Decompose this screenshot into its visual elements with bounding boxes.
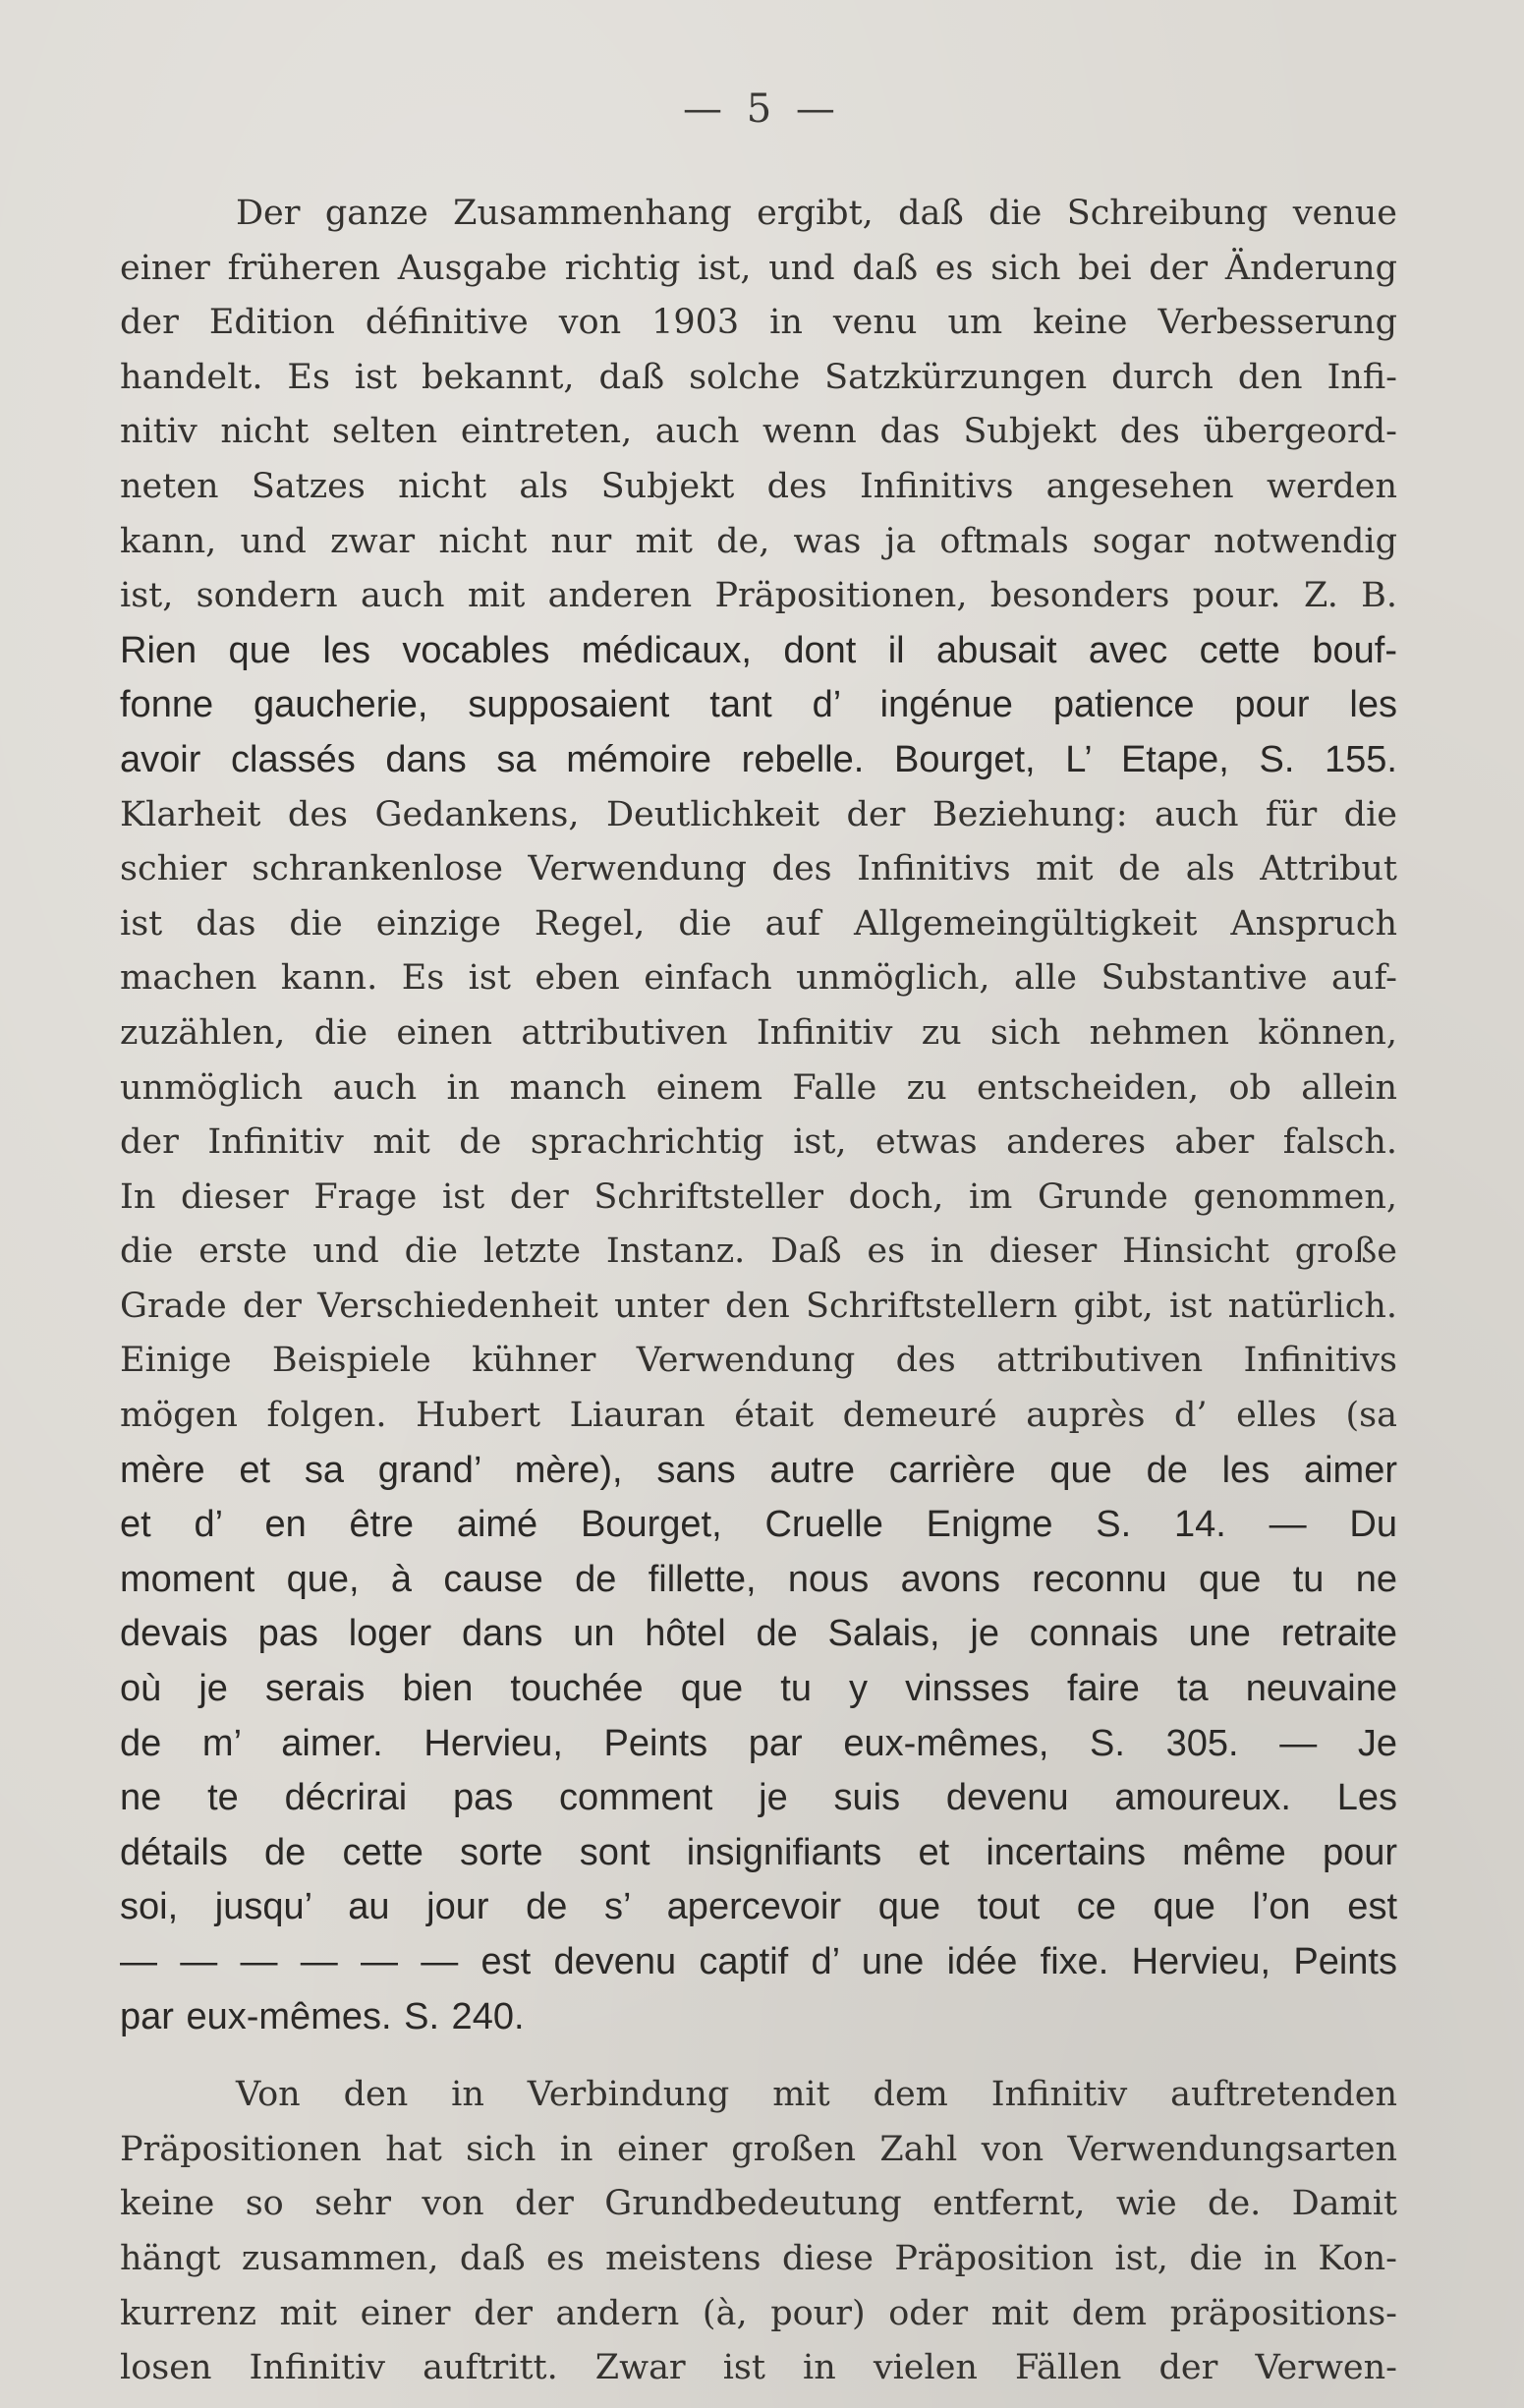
- text-line: Klarheit des Gedankens, Deutlichkeit der Beziehung: auch für die: [120, 794, 1397, 834]
- text-line: — — — — — — est devenu captif d’ une idée fixe. Hervieu, Peints: [120, 1941, 1397, 1982]
- text-line: mère et sa grand’ mère), sans autre carrière que de les aimer: [120, 1449, 1397, 1491]
- text-line: kann, und zwar nicht nur mit de, was ja oftmals sogar notwendig: [120, 521, 1397, 561]
- text-line: où je serais bien touchée que tu y vinsses faire ta neuvaine: [120, 1668, 1397, 1710]
- text-block: [120, 187, 1397, 2396]
- text-line: Präpositionen hat sich in einer großen Zahl von Verwendungsarten: [120, 2129, 1397, 2169]
- text-line: zuzählen, die einen attributiven Infinitiv zu sich nehmen können,: [120, 1012, 1397, 1053]
- text-line: Rien que les vocables médicaux, dont il abusait avec cette bouf-: [120, 629, 1397, 671]
- page-number: — 5 —: [683, 86, 841, 132]
- text-line: ist, sondern auch mit anderen Präpositionen, besonders pour. Z. B.: [120, 576, 1397, 616]
- text-line: Von den in Verbindung mit dem Infinitiv auftretenden: [236, 2075, 1397, 2115]
- text-line: par eux-mêmes. S. 240.: [120, 1995, 525, 2037]
- paragraph-2: [120, 2068, 1397, 2396]
- text-line: fonne gaucherie, supposaient tant d’ ingénue patience pour les: [120, 684, 1397, 726]
- paragraph-1: [120, 187, 1397, 2044]
- text-line: et d’ en être aimé Bourget, Cruelle Enigme S. 14. — Du: [120, 1504, 1397, 1546]
- text-line: de m’ aimer. Hervieu, Peints par eux-mêmes, S. 305. — Je: [120, 1722, 1397, 1764]
- text-line: Der ganze Zusammenhang ergibt, daß die Schreibung venue: [236, 194, 1397, 233]
- text-line: machen kann. Es ist eben einfach unmöglich, alle Substantive auf-: [120, 958, 1397, 999]
- text-line: losen Infinitiv auftritt. Zwar ist in vielen Fällen der Verwen-: [120, 2348, 1397, 2388]
- text-line: handelt. Es ist bekannt, daß solche Satzkürzungen durch den Infi-: [120, 357, 1397, 397]
- paragraph-gap: [120, 2044, 1397, 2068]
- text-line: In dieser Frage ist der Schriftsteller doch, im Grunde genommen,: [120, 1176, 1397, 1217]
- text-line: soi, jusqu’ au jour de s’ apercevoir que tout ce que l’on est: [120, 1886, 1397, 1928]
- text-line: détails de cette sorte sont insignifiants et incertains même pour: [120, 1831, 1397, 1873]
- text-line: die erste und die letzte Instanz. Daß es in dieser Hinsicht große: [120, 1232, 1397, 1272]
- text-line: der Infinitiv mit de sprachrichtig ist, etwas anderes aber falsch.: [120, 1122, 1397, 1163]
- text-line: schier schrankenlose Verwendung des Infinitivs mit de als Attribut: [120, 849, 1397, 889]
- text-line: keine so sehr von der Grundbedeutung entfernt, wie de. Damit: [120, 2184, 1397, 2224]
- text-line: einer früheren Ausgabe richtig ist, und daß es sich bei der Änderung: [120, 248, 1397, 288]
- text-line: kurrenz mit einer der andern (à, pour) oder mit dem präpositions-: [120, 2293, 1397, 2333]
- text-line: devais pas loger dans un hôtel de Salais, je connais une retraite: [120, 1613, 1397, 1655]
- text-line: unmöglich auch in manch einem Falle zu entscheiden, ob allein: [120, 1067, 1397, 1108]
- text-line: neten Satzes nicht als Subjekt des Infinitivs angesehen werden: [120, 466, 1397, 506]
- text-line: Grade der Verschiedenheit unter den Schriftstellern gibt, ist natürlich.: [120, 1286, 1397, 1326]
- text-line: hängt zusammen, daß es meistens diese Präposition ist, die in Kon-: [120, 2238, 1397, 2278]
- text-line: mögen folgen. Hubert Liauran était demeuré auprès d’ elles (sa: [120, 1396, 1397, 1436]
- text-line: ist das die einzige Regel, die auf Allgemeingültigkeit Anspruch: [120, 903, 1397, 944]
- text-line: moment que, à cause de fillette, nous avons reconnu que tu ne: [120, 1558, 1397, 1600]
- text-line: Einige Beispiele kühner Verwendung des attributiven Infinitivs: [120, 1341, 1397, 1381]
- text-line: ne te décrirai pas comment je suis devenu amoureux. Les: [120, 1777, 1397, 1819]
- text-line: avoir classés dans sa mémoire rebelle. Bourget, L’ Etape, S. 155.: [120, 738, 1397, 780]
- text-line: der Edition définitive von 1903 in venu um keine Verbesserung: [120, 303, 1397, 343]
- text-line: nitiv nicht selten eintreten, auch wenn das Subjekt des übergeord-: [120, 412, 1397, 452]
